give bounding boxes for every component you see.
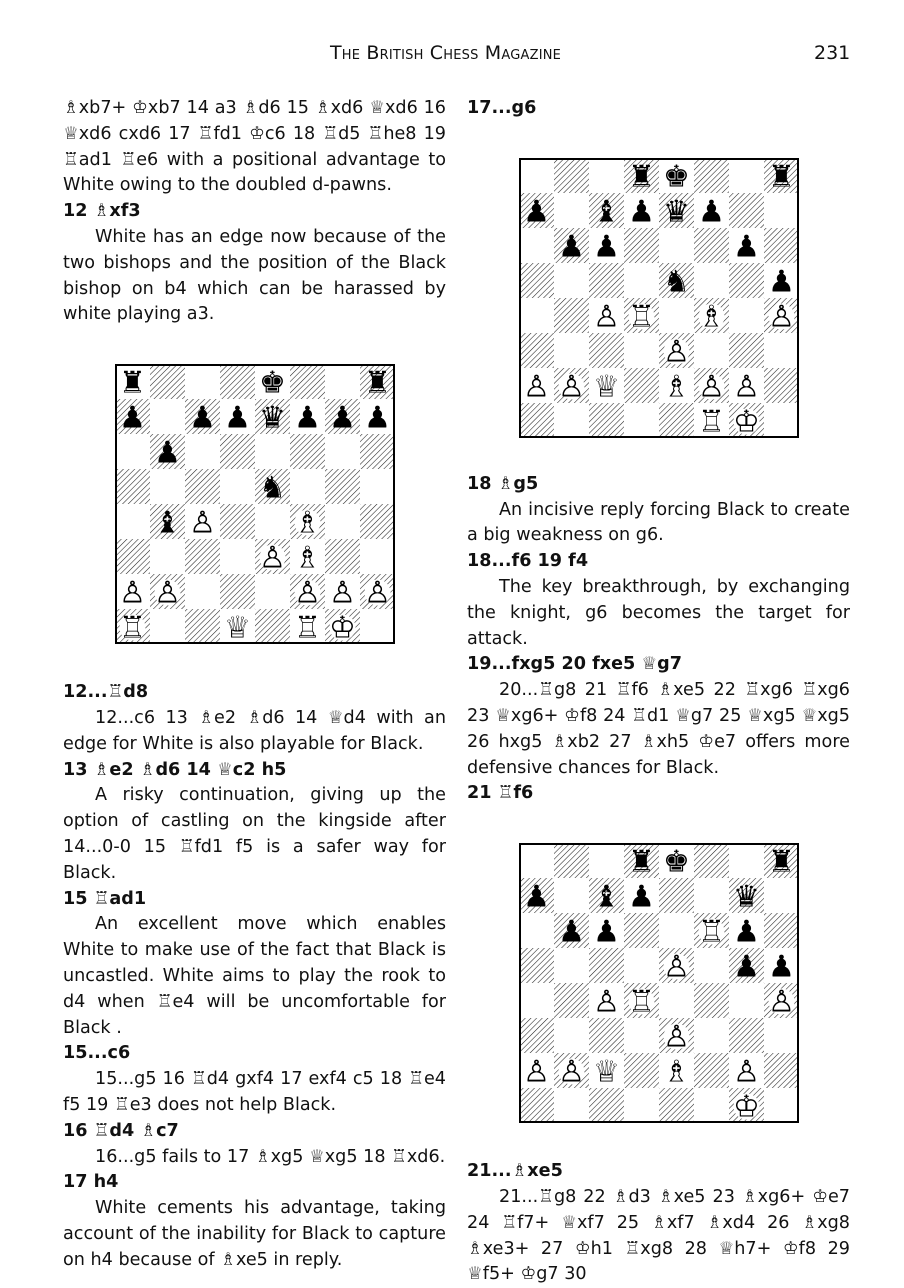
dark-square [519,948,554,983]
light-square [115,434,150,469]
light-square [185,434,220,469]
light-square [150,609,185,644]
light-square [659,983,694,1018]
dark-square [185,539,220,574]
white-pawn-icon: ♙ [698,369,725,405]
move-heading: 21...♗xe5 [467,1161,563,1182]
light-square [220,539,255,574]
move-heading: 17 h4 [63,1172,119,1193]
light-square [624,1088,659,1123]
dark-square [729,193,764,228]
dark-square [519,333,554,368]
move-heading: 12...♖d8 [63,682,149,703]
white-rook-icon: ♖ [698,404,725,438]
black-pawn-icon: ♟ [768,264,795,300]
dark-square [554,158,589,193]
black-queen-icon: ♛ [663,194,690,230]
light-square [360,469,395,504]
dark-square [360,434,395,469]
black-pawn-icon: ♟ [558,229,585,265]
light-square [554,263,589,298]
dark-square [220,574,255,609]
black-pawn-icon: ♟ [628,194,655,230]
dark-square [694,158,729,193]
dark-square [589,263,624,298]
white-pawn-icon: ♙ [523,1054,550,1090]
white-rook-icon: ♖ [294,610,321,645]
white-rook-icon: ♖ [698,914,725,950]
chess-diagram [519,843,799,1123]
dark-square [220,434,255,469]
light-square [554,193,589,228]
white-pawn-icon: ♙ [523,369,550,405]
white-pawn-icon: ♙ [768,984,795,1020]
light-square [519,843,554,878]
light-square [764,1018,799,1053]
dark-square [554,298,589,333]
annotation-paragraph: An excellent move which enables White to make use of the fact that Black is uncastled. White aims to play the rook to d4 when ♖e4 will be uncomfortable for Black . [63,914,446,1038]
black-knight-icon: ♞ [663,264,690,300]
dark-square [694,1053,729,1088]
black-rook-icon: ♜ [628,159,655,195]
dark-square [220,504,255,539]
black-pawn-icon: ♟ [733,949,760,985]
dark-square [519,403,554,438]
light-square [729,298,764,333]
light-square [729,983,764,1018]
light-square [519,228,554,263]
black-king-icon: ♚ [663,844,690,880]
chess-diagram [115,364,395,644]
light-square [185,574,220,609]
dark-square [115,469,150,504]
dark-square [764,228,799,263]
light-square [185,364,220,399]
black-bishop-icon: ♝ [154,505,181,541]
light-square [554,403,589,438]
dark-square [554,983,589,1018]
white-pawn-icon: ♙ [663,1019,690,1055]
dark-square [589,1018,624,1053]
black-pawn-icon: ♟ [294,400,321,436]
move-heading: 16 ♖d4 ♗c7 [63,1120,179,1141]
black-rook-icon: ♜ [768,844,795,880]
black-pawn-icon: ♟ [189,400,216,436]
move-heading: 12 ♗xf3 [63,201,141,222]
dark-square [764,1053,799,1088]
light-square [589,158,624,193]
black-rook-icon: ♜ [768,159,795,195]
white-rook-icon: ♖ [628,984,655,1020]
white-king-icon: ♔ [329,610,356,645]
light-square [659,228,694,263]
black-rook-icon: ♜ [119,365,146,401]
light-square [325,504,360,539]
black-knight-icon: ♞ [259,470,286,506]
annotation-paragraph: ♗xb7+ ♔xb7 14 a3 ♗d6 15 ♗xd6 ♕xd6 16 ♕xd6 cxd6 17 ♖fd1 ♔c6 18 ♖d5 ♖he8 19 ♖ad1 ♖e6 with a positional advantage to White owing to the doubled d-pawns. [63,98,446,196]
white-queen-icon: ♕ [593,1054,620,1090]
page-header [0,40,904,70]
dark-square [659,403,694,438]
black-pawn-icon: ♟ [558,914,585,950]
light-square [554,1018,589,1053]
white-pawn-icon: ♙ [733,369,760,405]
black-bishop-icon: ♝ [593,194,620,230]
light-square [659,298,694,333]
white-bishop-icon: ♗ [663,1054,690,1090]
black-pawn-icon: ♟ [593,229,620,265]
move-heading: 21 ♖f6 [467,783,534,804]
move-heading: 18...f6 19 f4 [467,551,589,572]
chess-diagram [519,158,799,438]
move-heading: 19...fxg5 20 fxe5 ♕g7 [467,654,683,675]
annotation-paragraph: White has an edge now because of the two bishops and the position of the Black bishop on b4 which can be harassed by white playing a3. [63,226,446,325]
annotation-paragraph: 21...♖g8 22 ♗d3 ♗xe5 23 ♗xg6+ ♔e7 24 ♖f7+ ♕xf7 25 ♗xf7 ♗xd4 26 ♗xg8 ♗xe3+ 27 ♔h1 ♖xg8 28 ♕h7+ ♔f8 29 ♕f5+ ♔g7 30 [467,1186,850,1285]
light-square [764,193,799,228]
light-square [150,539,185,574]
light-square [519,158,554,193]
white-pawn-icon: ♙ [154,575,181,611]
dark-square [255,609,290,644]
right-column [467,96,850,1288]
dark-square [589,333,624,368]
white-bishop-icon: ♗ [294,540,321,576]
move-heading: 13 ♗e2 ♗d6 14 ♕c2 h5 [63,759,287,780]
white-pawn-icon: ♙ [294,575,321,611]
annotation-paragraph: 20...♖g8 21 ♖f6 ♗xe5 22 ♖xg6 ♖xg6 23 ♕xg6+ ♔f8 24 ♖d1 ♕g7 25 ♕xg5 ♕xg5 26 hxg5 ♗xb2 27 ♗xh5 ♔e7 offers more defensive chances for Black. [467,680,850,778]
light-square [554,333,589,368]
white-pawn-icon: ♙ [663,334,690,370]
light-square [554,878,589,913]
black-rook-icon: ♜ [628,844,655,880]
dark-square [325,539,360,574]
light-square [554,948,589,983]
dark-square [659,878,694,913]
dark-square [624,368,659,403]
light-square [624,403,659,438]
white-pawn-icon: ♙ [558,1054,585,1090]
light-square [519,913,554,948]
dark-square [624,1053,659,1088]
white-rook-icon: ♖ [628,299,655,335]
light-square [694,1088,729,1123]
dark-square [729,1018,764,1053]
white-rook-icon: ♖ [119,610,146,645]
dark-square [185,469,220,504]
light-square [694,333,729,368]
black-pawn-icon: ♟ [698,194,725,230]
black-bishop-icon: ♝ [593,879,620,915]
light-square [290,469,325,504]
light-square [624,948,659,983]
black-king-icon: ♚ [663,159,690,195]
black-pawn-icon: ♟ [119,400,146,436]
dark-square [519,1088,554,1123]
white-pawn-icon: ♙ [768,299,795,335]
light-square [589,843,624,878]
white-pawn-icon: ♙ [259,540,286,576]
light-square [624,333,659,368]
diagram-board3 [519,843,850,1123]
dark-square [694,228,729,263]
light-square [764,878,799,913]
light-square [519,298,554,333]
move-heading: 18 ♗g5 [467,473,539,494]
dark-square [694,983,729,1018]
dark-square [519,1018,554,1053]
light-square [554,1088,589,1123]
dark-square [115,539,150,574]
page-number: 231 [814,42,851,64]
dark-square [554,843,589,878]
light-square [694,948,729,983]
light-square [519,983,554,1018]
white-king-icon: ♔ [733,1089,760,1124]
dark-square [694,843,729,878]
white-pawn-icon: ♙ [733,1054,760,1090]
light-square [764,333,799,368]
black-queen-icon: ♛ [733,879,760,915]
light-square [325,364,360,399]
light-square [694,878,729,913]
light-square [360,539,395,574]
black-pawn-icon: ♟ [523,879,550,915]
light-square [255,504,290,539]
left-column [63,96,446,1274]
dark-square [290,364,325,399]
white-bishop-icon: ♗ [698,299,725,335]
light-square [360,609,395,644]
dark-square [624,913,659,948]
diagram-board1 [115,364,446,644]
dark-square [729,333,764,368]
white-pawn-icon: ♙ [558,369,585,405]
light-square [694,263,729,298]
annotation-paragraph: 15...g5 16 ♖d4 gxf4 17 exf4 c5 18 ♖e4 f5 19 ♖e3 does not help Black. [63,1069,446,1115]
white-bishop-icon: ♗ [294,505,321,541]
annotation-paragraph: White cements his advantage, taking account of the inability for Black to capture on h4 because of ♗xe5 in reply. [63,1198,446,1270]
dark-square [589,403,624,438]
light-square [764,403,799,438]
black-pawn-icon: ♟ [593,914,620,950]
move-heading: 15 ♖ad1 [63,888,147,909]
annotation-paragraph: 12...c6 13 ♗e2 ♗d6 14 ♕d4 with an edge for White is also playable for Black. [63,707,446,754]
black-rook-icon: ♜ [364,365,391,401]
diagram-board2 [519,158,850,438]
white-queen-icon: ♕ [224,610,251,645]
light-square [729,158,764,193]
dark-square [519,263,554,298]
black-pawn-icon: ♟ [733,914,760,950]
white-pawn-icon: ♙ [364,575,391,611]
white-pawn-icon: ♙ [593,299,620,335]
white-pawn-icon: ♙ [189,505,216,541]
annotation-paragraph: The key breakthrough, by exchanging the knight, g6 becomes the target for attack. [467,576,850,649]
light-square [255,434,290,469]
white-bishop-icon: ♗ [663,369,690,405]
black-pawn-icon: ♟ [523,194,550,230]
black-queen-icon: ♛ [259,400,286,436]
dark-square [764,368,799,403]
dark-square [659,1088,694,1123]
dark-square [624,228,659,263]
black-king-icon: ♚ [259,365,286,401]
light-square [694,1018,729,1053]
dark-square [325,469,360,504]
light-square [255,574,290,609]
dark-square [589,948,624,983]
black-pawn-icon: ♟ [628,879,655,915]
white-pawn-icon: ♙ [663,949,690,985]
white-queen-icon: ♕ [593,369,620,405]
light-square [150,469,185,504]
light-square [764,1088,799,1123]
dark-square [290,434,325,469]
running-title: The British Chess Magazine [330,42,562,64]
dark-square [589,1088,624,1123]
white-king-icon: ♔ [733,404,760,438]
dark-square [220,364,255,399]
dark-square [729,263,764,298]
black-pawn-icon: ♟ [364,400,391,436]
dark-square [150,364,185,399]
black-pawn-icon: ♟ [768,949,795,985]
light-square [220,469,255,504]
white-pawn-icon: ♙ [119,575,146,611]
black-pawn-icon: ♟ [733,229,760,265]
move-heading: 15...c6 [63,1043,131,1064]
light-square [115,504,150,539]
move-heading: 17...g6 [467,98,537,118]
light-square [325,434,360,469]
annotation-paragraph: 16...g5 fails to 17 ♗xg5 ♕xg5 18 ♖xd6. [95,1146,446,1167]
dark-square [360,504,395,539]
dark-square [185,609,220,644]
light-square [624,1018,659,1053]
black-pawn-icon: ♟ [224,400,251,436]
light-square [624,263,659,298]
black-pawn-icon: ♟ [154,435,181,471]
annotation-paragraph: A risky continuation, giving up the option of castling on the kingside after 14...0-0 15 ♖fd1 f5 is a safer way for Black. [63,785,446,883]
white-pawn-icon: ♙ [329,575,356,611]
light-square [659,913,694,948]
light-square [729,843,764,878]
black-pawn-icon: ♟ [329,400,356,436]
dark-square [764,913,799,948]
white-pawn-icon: ♙ [593,984,620,1020]
annotation-paragraph: An incisive reply forcing Black to create a big weakness on g6. [467,499,850,546]
light-square [150,399,185,434]
